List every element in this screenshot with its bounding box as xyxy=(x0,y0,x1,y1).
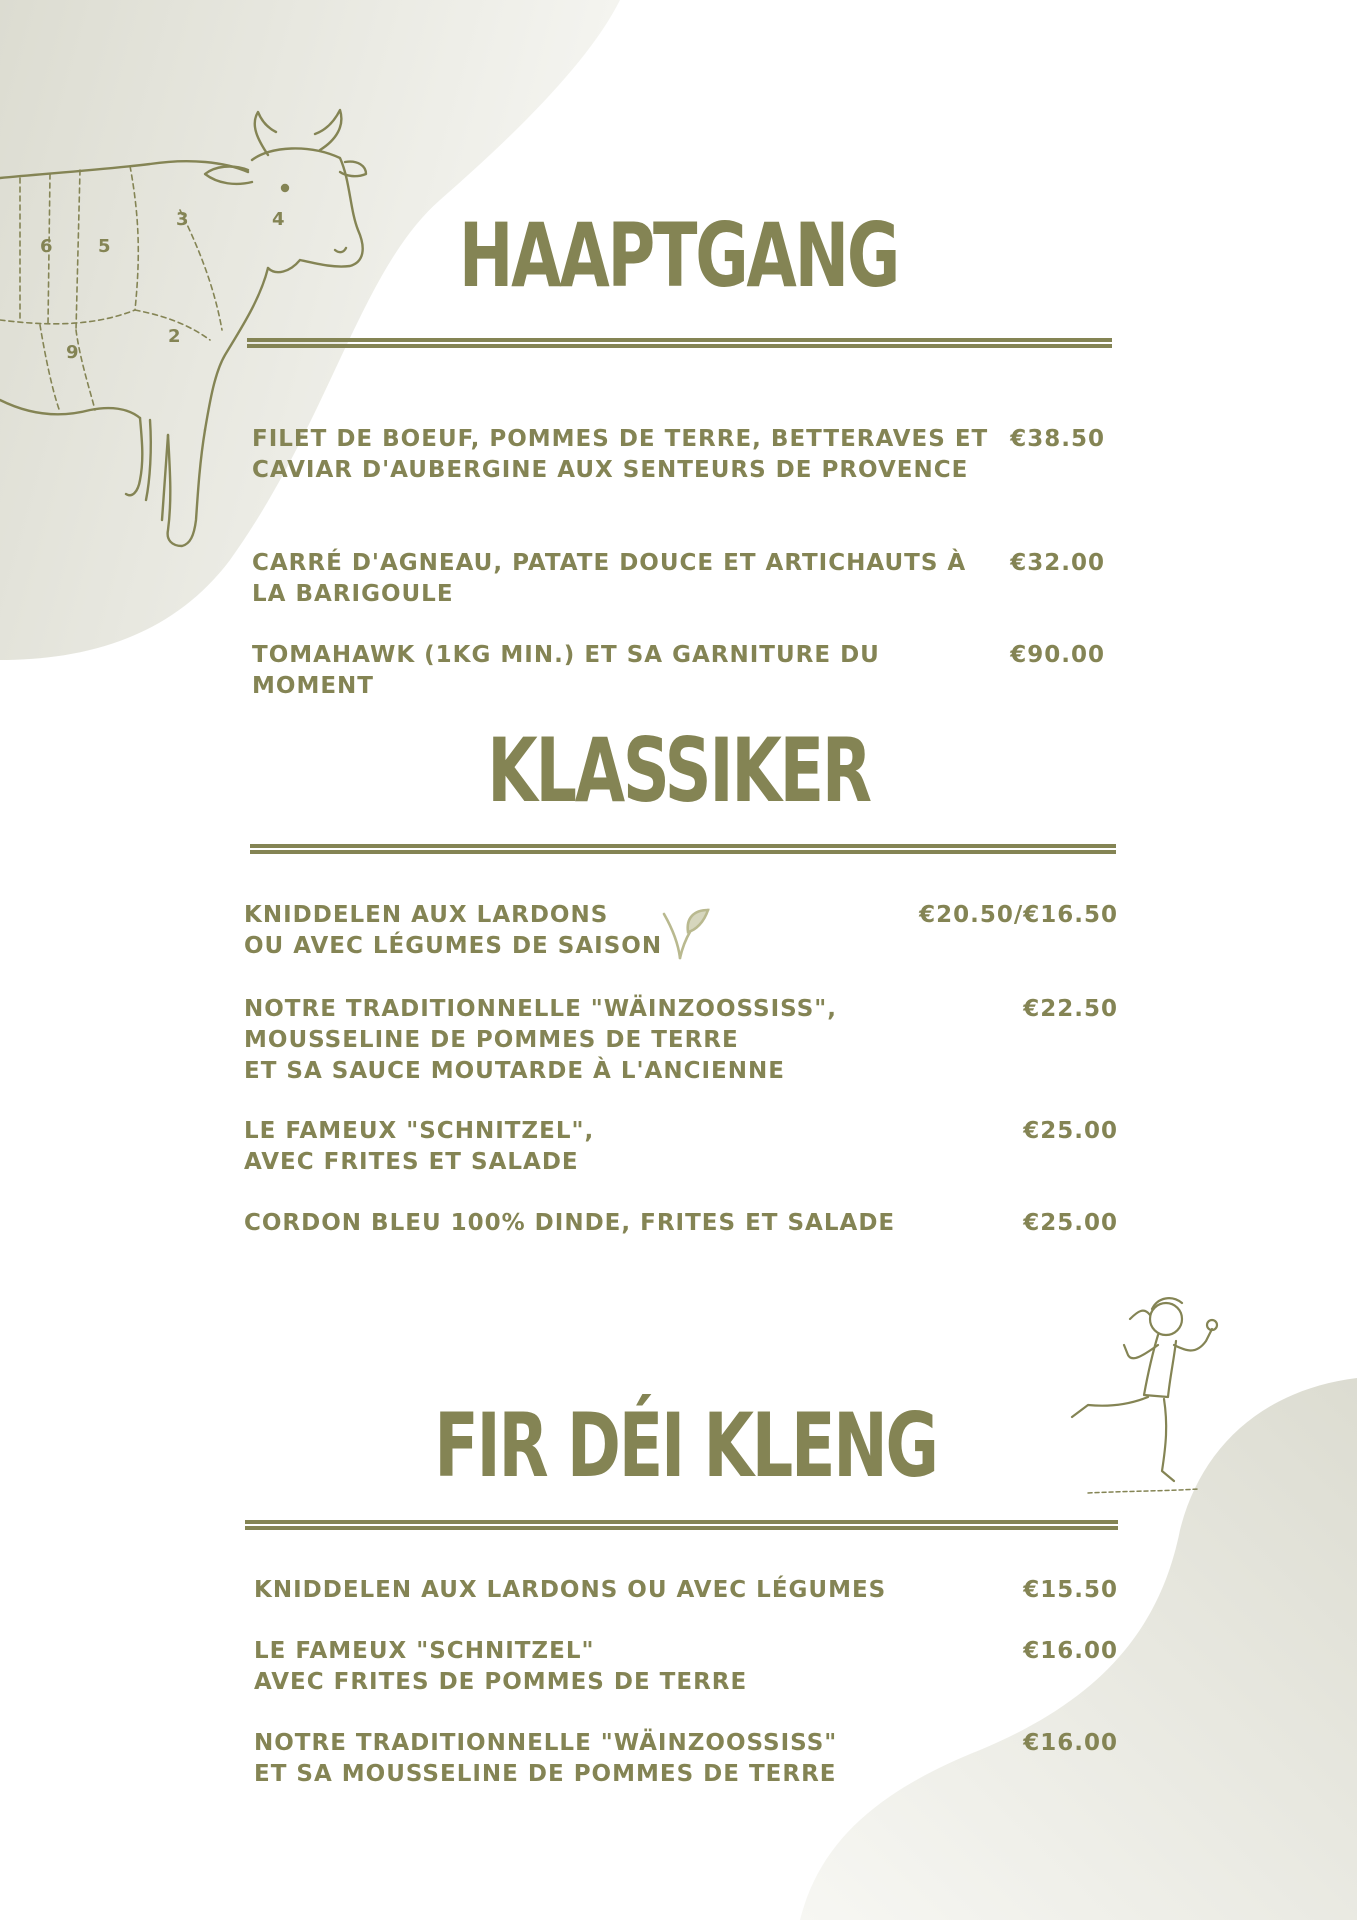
menu-item-price: €25.00 xyxy=(1023,1210,1118,1236)
menu-item-tomahawk xyxy=(252,640,880,702)
menu-item-price: €16.00 xyxy=(1023,1638,1118,1664)
menu-item-line: FILET DE BOEUF, POMMES DE TERRE, BETTERAVES ET xyxy=(252,426,989,452)
menu-item-line: MOUSSELINE DE POMMES DE TERRE xyxy=(244,1027,739,1053)
vegetarian-leaf-icon xyxy=(660,904,712,962)
section-title-haaptgang: HAAPTGANG xyxy=(458,204,899,307)
menu-item-line: ET SA SAUCE MOUTARDE À L'ANCIENNE xyxy=(244,1058,785,1084)
menu-item-line: OU AVEC LÉGUMES DE SAISON xyxy=(244,933,663,959)
section-divider xyxy=(247,344,1112,348)
menu-item-line: KNIDDELEN AUX LARDONS xyxy=(244,902,609,928)
cow-cuts-illustration xyxy=(0,100,380,560)
cow-cut-number: 2 xyxy=(168,326,181,347)
menu-item-cordon-bleu xyxy=(244,1208,895,1239)
menu-item-line: LA BARIGOULE xyxy=(252,581,454,607)
menu-item-line: CORDON BLEU 100% DINDE, FRITES ET SALADE xyxy=(244,1210,896,1236)
section-title-fir-dei-kleng: FIR DÉI KLENG xyxy=(434,1394,937,1497)
menu-item-price: €20.50/€16.50 xyxy=(919,902,1118,928)
menu-item-carre-dagneau xyxy=(252,548,966,610)
menu-item-line: CARRÉ D'AGNEAU, PATATE DOUCE ET ARTICHAUTS À xyxy=(252,550,967,576)
menu-item-price: €32.00 xyxy=(1010,550,1105,576)
section-divider xyxy=(245,1520,1118,1524)
menu-item-line: NOTRE TRADITIONNELLE "WÄINZOOSSISS" xyxy=(254,1730,838,1756)
menu-item-price: €90.00 xyxy=(1010,642,1105,668)
menu-item-price: €38.50 xyxy=(1010,426,1105,452)
menu-item-price: €25.00 xyxy=(1023,1118,1118,1144)
menu-item-line: CAVIAR D'AUBERGINE AUX SENTEURS DE PROVENCE xyxy=(252,457,969,483)
menu-item-kniddelen xyxy=(244,900,662,962)
menu-item-line: MOMENT xyxy=(252,673,374,699)
cow-cut-number: 3 xyxy=(176,209,189,230)
section-divider xyxy=(245,1526,1118,1530)
section-divider xyxy=(250,844,1116,848)
menu-item-price: €16.00 xyxy=(1023,1730,1118,1756)
menu-item-schnitzel xyxy=(244,1116,594,1178)
menu-item-line: KNIDDELEN AUX LARDONS OU AVEC LÉGUMES xyxy=(254,1577,887,1603)
cow-cut-number: 6 xyxy=(40,236,53,257)
cow-cut-number: 5 xyxy=(98,236,111,257)
menu-item-filet-de-boeuf xyxy=(252,424,988,486)
menu-item-line: NOTRE TRADITIONNELLE "WÄINZOOSSISS", xyxy=(244,996,837,1022)
menu-item-line: ET SA MOUSSELINE DE POMMES DE TERRE xyxy=(254,1761,837,1787)
cow-cut-number: 9 xyxy=(66,342,79,363)
menu-item-price: €22.50 xyxy=(1023,996,1118,1022)
section-title-klassiker: KLASSIKER xyxy=(487,719,870,822)
menu-item-line: LE FAMEUX "SCHNITZEL" xyxy=(254,1638,595,1664)
cow-cut-number: 4 xyxy=(272,209,285,230)
menu-item-kids-schnitzel xyxy=(254,1636,747,1698)
menu-item-kids-kniddelen xyxy=(254,1575,886,1606)
menu-item-price: €15.50 xyxy=(1023,1577,1118,1603)
section-divider xyxy=(250,850,1116,854)
menu-item-line: AVEC FRITES DE POMMES DE TERRE xyxy=(254,1669,748,1695)
section-divider xyxy=(247,338,1112,342)
menu-item-line: LE FAMEUX "SCHNITZEL", xyxy=(244,1118,595,1144)
menu-item-wainzoossiss xyxy=(244,994,837,1087)
menu-item-line: TOMAHAWK (1KG MIN.) ET SA GARNITURE DU xyxy=(252,642,880,668)
menu-item-line: AVEC FRITES ET SALADE xyxy=(244,1149,579,1175)
menu-item-kids-wainzoossiss xyxy=(254,1728,837,1790)
